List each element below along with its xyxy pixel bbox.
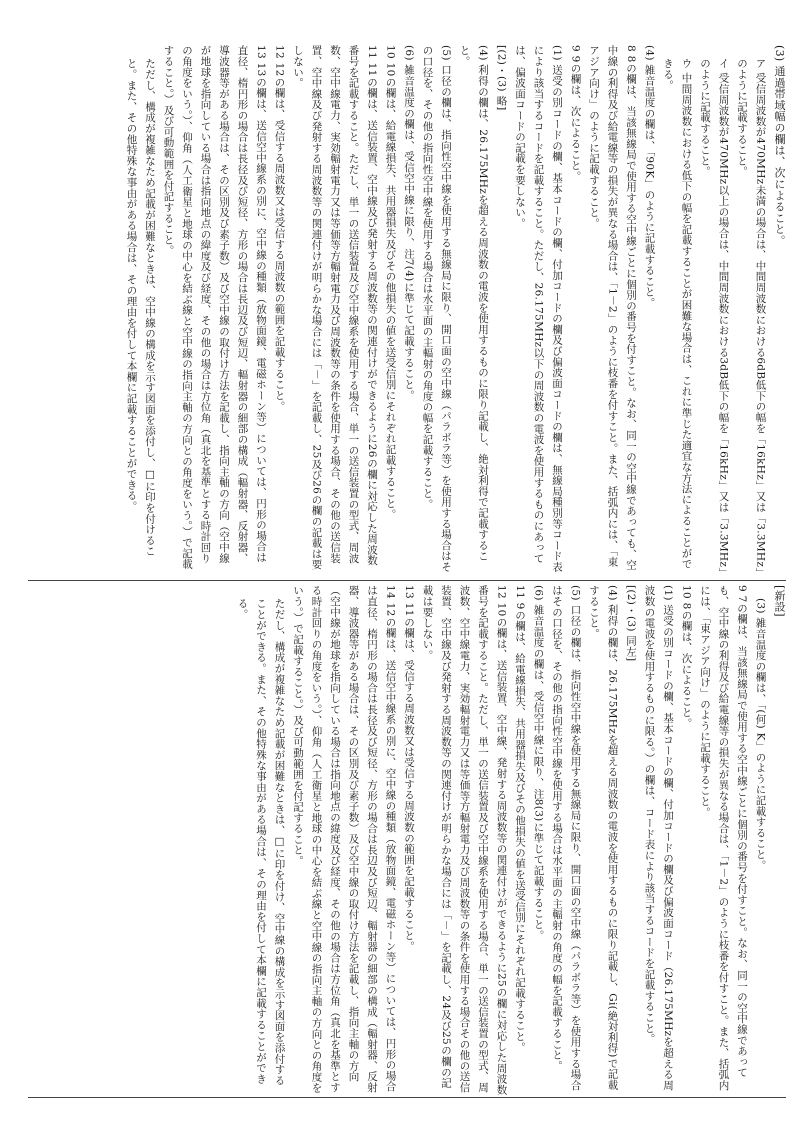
- old-note-13: 13 13の欄は、送信空中線系の別に、空中線の種類（放物面鏡、電磁ホーン等）については、円形の場合は直径、楕円形の場合は長径及び短径、方形の場合は長辺及び短辺、輻射器の細部の構成（輻射器、反射器、導波器等がある場合は、その区別及び素子数）及び空中線の取付け方法を記載し、指向主軸の方向（空中線が地球を指向している場合は指向地点の緯度及び経度、その他の場合は方位角（真北を基準とする時計回りの角度をいう。）、仰角（人工衛星と地球の中心を結ぶ線と空中線の指向主軸の方向との角度をいう。）で記載すること。）及び可動範囲を付記すること。: [162, 45, 267, 570]
- new-note-10-5: (5) 口径の欄は、指向性空中線を使用する無線局に限り、開口面の空中線（パラボラ等）を使用する場合はその口径を、その他の指向性空中線を使用する場合は水平面の主輻射の角度の幅を記載すること。: [551, 585, 582, 1091]
- new-item-3: (3) 雑音温度の欄は、「(何) K」のように記載すること。: [754, 597, 767, 870]
- old-note-9-5: (5) 口径の欄は、指向性空中線を使用する無線局に限り、開口面の空中線（パラボラ等）を使用する場合はその口径を、その他の指向性空中線を使用する場合は水平面の主輻射の角度の幅を記載すること。: [421, 45, 452, 573]
- old-note-9-6: (6) 雑音温度の欄は、受信空中線に限り、注7(4)に準じて記載すること。: [403, 45, 415, 401]
- old-item-3a: ア 受信周波数が470MHz未満の場合は、中間周波数における6dB低下の幅を「16kHz」又は「3.3MHz」のように記載すること。: [736, 57, 767, 573]
- new-note-14: 14 12の欄は、送信空中線系の別に、空中線の種類（放物面鏡、電磁ホーン等）については、円形の場合は直径、楕円形の場合は長径及び短径、方形の場合は長辺及び短辺、輻射器の細部の構成（輻射器、反射器、導波器等がある場合は、その区別及び素子数）及び空中線の取付け方法を記載し、指向主軸の方向（空中線が地球を指向している場合は指向地点の緯度及び経度、その他の場合は方位角（真北を基準とする時計回りの角度をいう。）、仰角（人工衛星と地球の中心を結ぶ線と空中線の指向主軸の方向との角度をいう。）で記載すること。）及び可動範囲を付記すること。: [292, 585, 397, 1093]
- new-note-14-proviso: ただし、構成が複雑なため記載が困難なときは、□に印を付け、空中線の構成を示す図面を添付することができる。また、その他特殊な事由がある場合は、その理由を付して本欄に記載することができる。: [236, 597, 286, 1086]
- old-text-column: [28, 45, 788, 573]
- section-divider: [28, 580, 786, 581]
- new-note-9: 9 7の欄は、当該無線局で使用する空中線ごとに個別の番号を付すこと。なお、同一の空中線であっても、空中線の利得及び給電線等の損失が異なる場合は、「1－2」のように枝番を付すこと。また、括弧内には、「東アジア向け」のように記載すること。: [699, 585, 748, 1091]
- old-item-3: (3) 通過帯域幅の欄は、次によること。: [773, 45, 786, 247]
- old-note-11: 11 11の欄は、送信装置、空中線及び発射する周波数等の関連付けができるように26の欄に対応した周波数番号を記載すること。ただし、単一の送信装置及び空中線系を使用する場合、単一の送信装置の型式、周波数、空中線電力、実効輻射電力又は等価等方輻射電力及び周波数等の条件を使用する場合、その他の送信装置、空中線及び発射する周波数等の関連付けが明らかな場合には「－」を記載し、25及び26の欄の記載は要しない。: [292, 45, 378, 570]
- old-note-9-1: (1) 送受の別コードの欄、基本コードの欄、付加コードの欄及び偏波面コードの欄は、無線局種別等コード表により該当するコードを記載すること。ただし、26.175MHz以下の周波数の電波を使用するものにあっては、偏波面コードの記載を要しない。: [514, 45, 563, 573]
- new-note-10-1: (1) 送受の別コードの欄、基本コードの欄、付加コードの欄及び偏波面コード（26.175MHzを超える周波数の電波を使用するものに限る。）の欄は、コード表により該当するコードを記載すること。: [643, 585, 674, 1091]
- new-note-10-6: (6) 雑音温度の欄は、受信空中線に限り、注8(3)に準じて記載すること。: [532, 585, 545, 941]
- new-note-10-2: [(2)・(3) 同左]: [625, 585, 637, 662]
- old-item-3c: ウ 中間周波数における低下の幅を記載することが困難な場合は、これに準じた適宜な方法によることができる。: [662, 57, 693, 569]
- old-note-9: 9 9の欄は、次によること。: [569, 45, 582, 182]
- old-note-8: 8 8の欄は、当該無線局で使用する空中線ごとに個別の番号を付すこと。なお、同一の空中線であっても、空中線の利得及び給電線等の損失が異なる場合は、「1－2」のように枝番を付すこと。また、括弧内には、「東アジア向け」のように記載すること。: [588, 45, 637, 571]
- old-note-10: 10 10の欄は、給電線損失、共用器損失及びその他損失の値を送受信別にそれぞれ記載すること。: [384, 45, 397, 520]
- new-text-panel: [28, 585, 788, 1095]
- old-note-9-4: (4) 利得の欄は、26.175MHzを超える周波数の電波を使用するものに限り記載し、絶対利得で記載すること。: [458, 45, 489, 562]
- old-note-13-proviso: ただし、構成が複雑なため記載が困難なときは、空中線の構成を示す図面を添付し、□に印を付けること。また、その他特殊な事由がある場合は、その理由を付して本欄に記載することができる。: [125, 57, 156, 556]
- bottom-divider: [28, 1097, 786, 1098]
- new-text-column: [28, 585, 788, 1095]
- old-note-9-2: [(2)・(3) 略]: [495, 45, 508, 111]
- new-note-10: 10 8の欄は、次によること。: [680, 585, 693, 729]
- old-item-4: (4) 雑音温度の欄は、「90K」のように記載すること。: [643, 45, 656, 309]
- new-note-10-4: (4) 利得の欄は、26.175MHzを超える周波数の電波を使用するものに限り記載し、Gi(絶対利得)で記載すること。: [588, 585, 619, 1091]
- new-note-11: 11 9の欄は、給電線損失、共用器損失及びその他損失の値を送受信別にそれぞれ記載すること。: [514, 585, 526, 1053]
- old-text-panel: [28, 45, 788, 573]
- new-note-13: 13 11の欄は、受信する周波数又は受信する周波数の範囲を記載すること。: [403, 585, 415, 952]
- old-item-3b: イ 受信周波数が470MHz以上の場合は、中間周波数における3dB低下の幅を「16kHz」又は「3.3MHz」のように記載すること。: [699, 57, 730, 573]
- new-note-12: 12 10の欄は、送信装置、空中線、発射する周波数等の関連付けができるように25の欄に対応した周波数番号を記載すること。ただし、単一の送信装置及び空中線系を使用する場合、単一の送信装置の型式、周波数、空中線電力、実効輻射電力又は等価等方輻射電力及び周波数等の条件を使用する場合その他の送信装置、空中線及び発射する周波数等の関連付けが明らかな場合には「－」を記載し、24及び25の欄の記載は要しない。: [421, 585, 508, 1095]
- new-label: [新設]: [773, 585, 786, 617]
- old-note-12: 12 12の欄は、受信する周波数又は受信する周波数の範囲を記載すること。: [273, 45, 286, 412]
